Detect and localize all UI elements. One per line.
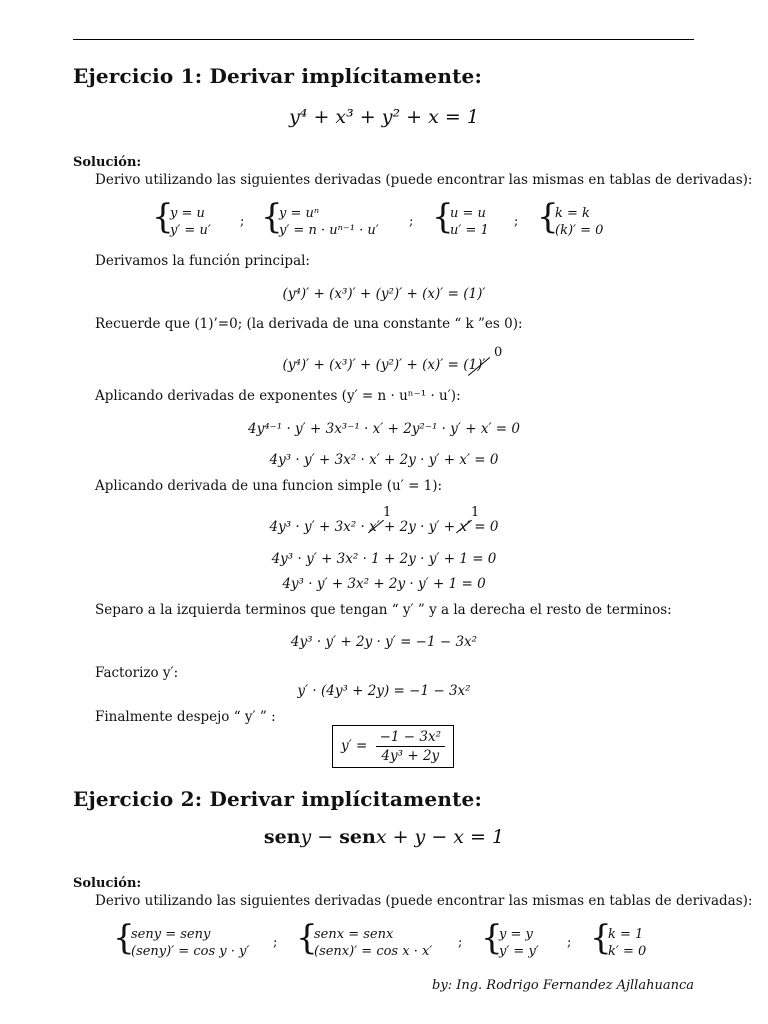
step3-equation-1: 4y⁴⁻¹ · y′ + 3x³⁻¹ · x′ + 2y²⁻¹ · y′ + x′ = 0 bbox=[247, 421, 520, 437]
step3-text: Aplicando derivadas de exponentes (y′ = n · uⁿ⁻¹ · u′): bbox=[95, 388, 461, 404]
rule-sen-y bbox=[113, 918, 273, 961]
rule-line: k′ = 0 bbox=[608, 944, 647, 959]
left-brace-icon: { bbox=[152, 197, 174, 237]
sen-function: sen bbox=[339, 826, 376, 848]
separator: ; bbox=[273, 935, 278, 950]
author-credit: by: Ing. Rodrigo Fernandez Ajllahuanca bbox=[432, 978, 694, 993]
rule-y bbox=[481, 918, 561, 961]
replacement-one: 1 bbox=[471, 505, 480, 520]
result-denominator: 4y³ + 2y bbox=[381, 748, 440, 764]
top-rule bbox=[73, 39, 694, 40]
step3-equation-2: 4y³ · y′ + 3x² · x′ + 2y · y′ + x′ = 0 bbox=[269, 452, 499, 468]
left-brace-icon: { bbox=[432, 197, 454, 237]
rule-simple bbox=[432, 197, 512, 240]
result-fraction bbox=[376, 729, 445, 764]
rule-line: y′ = y′ bbox=[499, 944, 539, 959]
step1-text: Derivamos la función principal: bbox=[95, 253, 310, 269]
step7-text: Finalmente despejo “ y′ ” : bbox=[95, 709, 276, 725]
equation-part: x + y − x = 1 bbox=[375, 826, 505, 848]
separator: ; bbox=[409, 214, 414, 229]
exercise2-equation bbox=[0, 826, 768, 848]
exercise2-solution-label: Solución: bbox=[73, 876, 142, 891]
equation-part: y − bbox=[300, 826, 340, 848]
separator: ; bbox=[514, 214, 519, 229]
rule-constant bbox=[537, 197, 627, 240]
step5-text: Separo a la izquierda terminos que tengan “ y′ ” y a la derecha el resto de terminos: bbox=[95, 602, 672, 618]
step1-equation: (y⁴)′ + (x³)′ + (y²)′ + (x)′ = (1)′ bbox=[282, 286, 486, 302]
result-box bbox=[332, 725, 454, 768]
exercise2-intro: Derivo utilizando las siguientes derivadas (puede encontrar las mismas en tablas de derivadas): bbox=[95, 893, 753, 909]
left-brace-icon: { bbox=[537, 197, 559, 237]
exercise1-title: Ejercicio 1: Derivar implícitamente: bbox=[73, 64, 483, 88]
rule-line: (senx)′ = cos x · x′ bbox=[314, 944, 433, 959]
rule-line: y = u bbox=[170, 206, 205, 221]
step6-equation: y′ · (4y³ + 2y) = −1 − 3x² bbox=[297, 683, 471, 699]
replacement-one: 1 bbox=[383, 505, 392, 520]
left-brace-icon: { bbox=[590, 918, 612, 958]
rule-line: u′ = 1 bbox=[450, 223, 489, 238]
replacement-zero: 0 bbox=[494, 345, 503, 360]
rule-power bbox=[261, 197, 414, 240]
sen-function: sen bbox=[263, 826, 301, 848]
rule-line: senx = senx bbox=[314, 927, 394, 942]
step2-text: Recuerde que (1)’=0; (la derivada de una constante “ k ”es 0): bbox=[95, 316, 523, 332]
step4-equation-1: 4y³ · y′ + 3x² · x′ + 2y · y′ + x′ = 0 bbox=[269, 519, 499, 535]
step4-equation-2: 4y³ · y′ + 3x² · 1 + 2y · y′ + 1 = 0 bbox=[271, 551, 497, 567]
exercise1-solution-label: Solución: bbox=[73, 155, 142, 170]
rule-line: y = uⁿ bbox=[279, 206, 320, 221]
exercise1-equation: y⁴ + x³ + y² + x = 1 bbox=[289, 106, 479, 128]
left-brace-icon: { bbox=[296, 918, 318, 958]
rule-sen-x bbox=[296, 918, 456, 961]
step6-text: Factorizo y′: bbox=[95, 665, 179, 681]
rule-line: k = k bbox=[555, 206, 590, 221]
rule-line: u = u bbox=[450, 206, 486, 221]
step4-equation-3: 4y³ · y′ + 3x² + 2y · y′ + 1 = 0 bbox=[282, 576, 486, 592]
separator: ; bbox=[567, 935, 572, 950]
rule-line: k = 1 bbox=[608, 927, 644, 942]
result-lhs: y′ = bbox=[341, 738, 368, 754]
rule-identity bbox=[152, 197, 245, 240]
step4-text: Aplicando derivada de una funcion simple (u′ = 1): bbox=[95, 478, 443, 494]
result-numerator: −1 − 3x² bbox=[376, 729, 445, 747]
rule-line: y = y bbox=[499, 927, 533, 942]
rule-line: (k)′ = 0 bbox=[555, 223, 604, 238]
rule-line: y′ = u′ bbox=[170, 223, 211, 238]
rule-line: y′ = n · uⁿ⁻¹ · u′ bbox=[279, 223, 379, 238]
step5-equation: 4y³ · y′ + 2y · y′ = −1 − 3x² bbox=[290, 634, 478, 650]
rule-line: (seny)′ = cos y · y′ bbox=[131, 944, 250, 959]
rule-k bbox=[590, 918, 670, 961]
rule-line: seny = seny bbox=[131, 927, 211, 942]
left-brace-icon: { bbox=[113, 918, 135, 958]
exercise2-title: Ejercicio 2: Derivar implícitamente: bbox=[73, 787, 483, 811]
left-brace-icon: { bbox=[481, 918, 503, 958]
separator: ; bbox=[458, 935, 463, 950]
exercise1-intro: Derivo utilizando las siguientes derivadas (puede encontrar las mismas en tablas de derivadas): bbox=[95, 172, 753, 188]
separator: ; bbox=[240, 214, 245, 229]
step2-equation: (y⁴)′ + (x³)′ + (y²)′ + (x)′ = (1)′ bbox=[282, 357, 486, 373]
left-brace-icon: { bbox=[261, 197, 283, 237]
